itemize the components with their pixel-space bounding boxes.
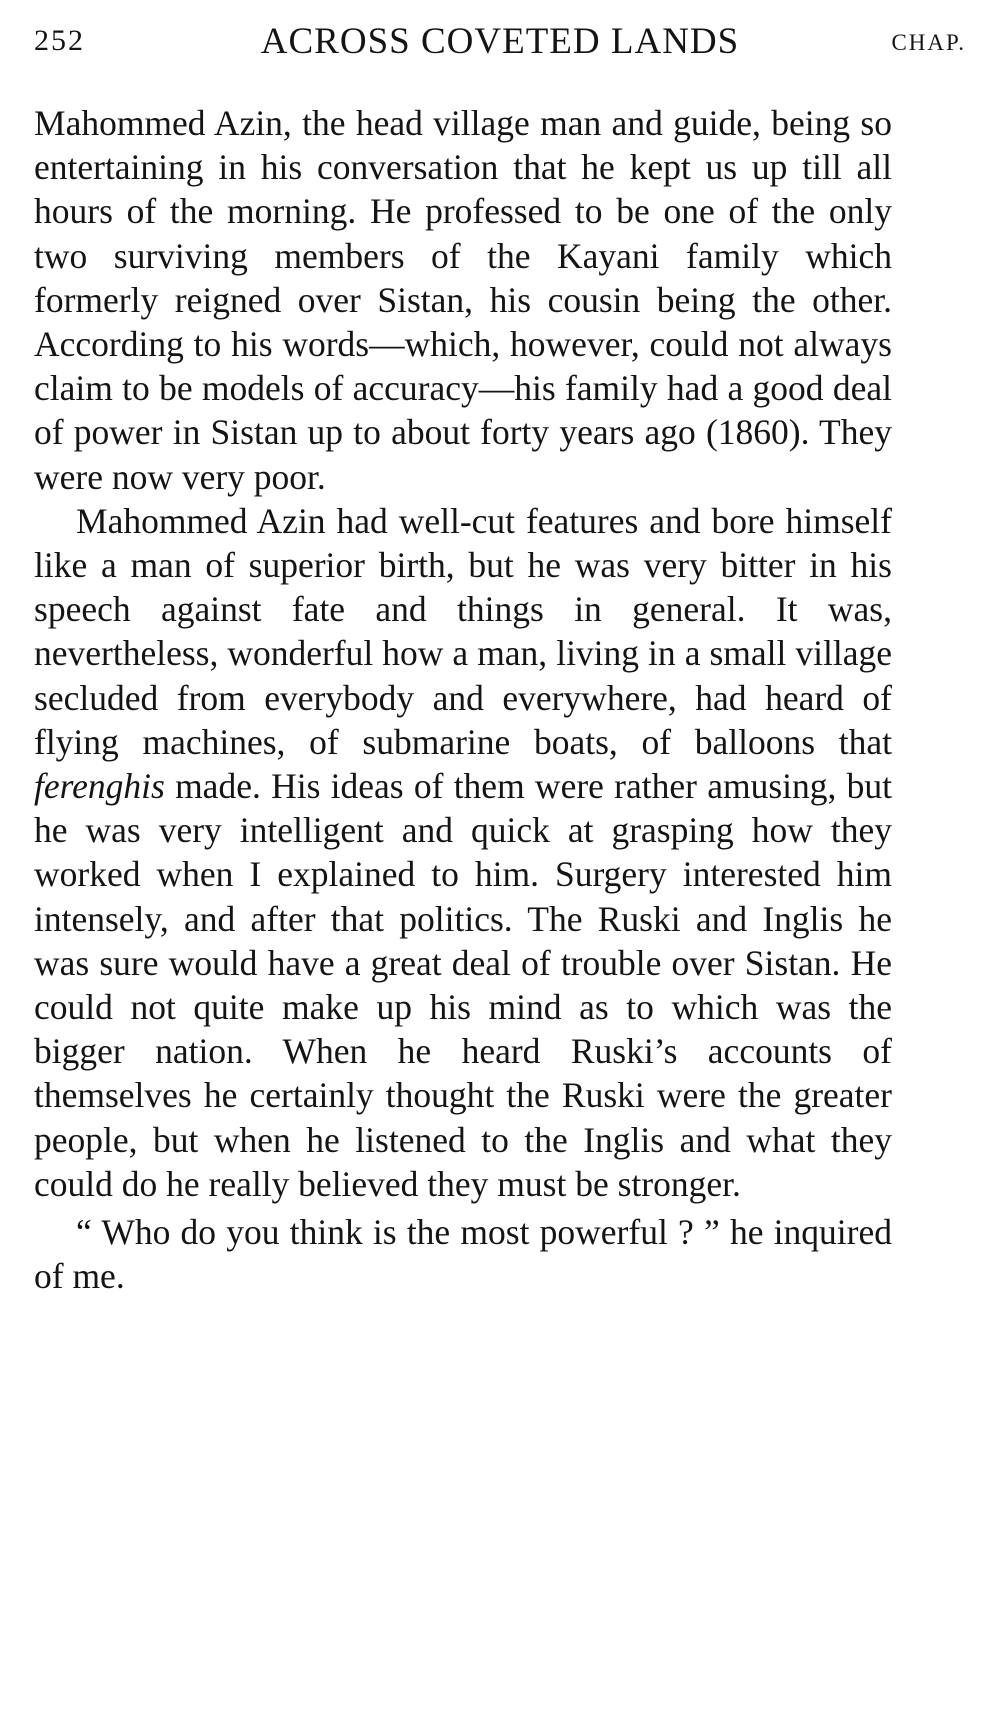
page-number: 252 [34, 24, 85, 57]
paragraph-1: Mahommed Azin, the head village man and guide, being so entertaining in his conversation that he kept us up till all hours of the morning. He professed to be one of the only two surviving members of the Kayani family which formerly reigned over Sistan, his cousin being the other. According to his words—which, however, could not always claim to be models of accuracy—his family had a good deal of power in Sistan up to about forty years ago (1860). They were now very poor. [34, 103, 892, 497]
italic-word-ferenghis: ferenghis [34, 766, 165, 807]
page-header [34, 16, 966, 66]
paragraph-2 [34, 499, 892, 1206]
paragraph-2-text-start: Mahommed Azin had well-cut features and bore himself like a man of superior birth, but he was very bitter in his speech against fate and things in general. It was, nevertheless, wonderful how a man, living in a small village secluded from everybody and everywhere, had heard of flying machines, of submarine boats, of balloons that [34, 500, 892, 762]
chapter-label: CHAP. [891, 30, 966, 55]
paragraph-3-dialogue: “ Who do you think is the most powerful ? ” he inquired of me. [34, 1212, 892, 1297]
paragraph-2-text-end: made. His ideas of them were rather amusing, but he was very intelligent and quick at grasping how they worked when I explained to him. Surgery interested him intensely, and after that politics. The Ruski and Inglis he was sure would have a great deal of trouble over Sistan. He could not quite make up his mind as to which was the bigger nation. When he heard Ruski’s accounts of themselves he certainly thought the Ruski were the greater people, but when he listened to the Inglis and what they could do he really believed they must be stronger. [34, 766, 892, 1204]
running-title: ACROSS COVETED LANDS [260, 21, 740, 62]
body-text [34, 101, 892, 1298]
